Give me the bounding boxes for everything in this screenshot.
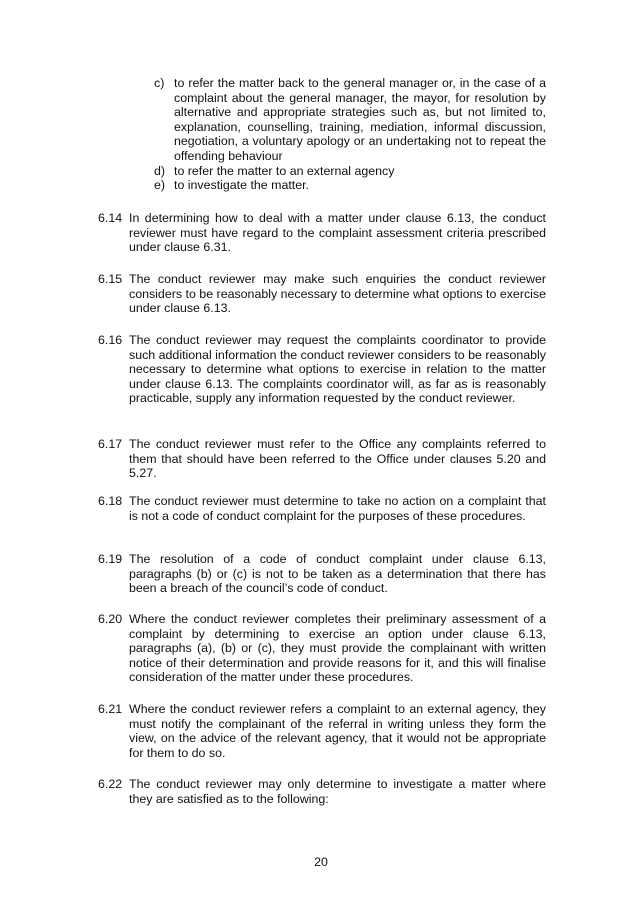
clause-6-16 — [98, 333, 546, 406]
sublist-item-text: to refer the matter to an external agency — [174, 163, 395, 178]
clause-6-19 — [98, 552, 546, 596]
clause-6-20 — [98, 612, 546, 685]
clause-6-21 — [98, 702, 546, 760]
page-number: 20 — [314, 855, 328, 869]
sublist-item-label: d) — [154, 163, 166, 178]
clause-6-14 — [98, 211, 546, 255]
sublist-item-text: to refer the matter back to the general manager or, in the case of a complaint about the general manager, the mayor, for resolution by alternative and appropriate strategies such as, but not limited to, explanation, counselling, training, mediation, informal discussion, negotiation, a voluntary apology or an undertaking not to repeat the offending behaviour — [174, 76, 546, 163]
clause-6-17 — [98, 437, 546, 481]
options-sublist — [154, 76, 546, 193]
clause-number: 6.14 — [98, 211, 123, 225]
clause-text: The conduct reviewer must determine to take no action on a complaint that is not a code of conduct complaint for the purposes of these procedures. — [129, 494, 546, 523]
clause-text: The conduct reviewer must refer to the Office any complaints referred to them that should have been referred to the Office under clauses 5.20 and 5.27. — [129, 437, 546, 481]
sublist-item-d — [154, 164, 546, 179]
sublist-item-text: to investigate the matter. — [174, 178, 309, 193]
clause-number: 6.18 — [98, 494, 123, 508]
clause-number: 6.17 — [98, 437, 123, 451]
clause-number: 6.16 — [98, 333, 123, 347]
clause-number: 6.22 — [98, 777, 123, 791]
clause-number: 6.15 — [98, 272, 123, 286]
clause-text: The conduct reviewer may only determine to investigate a matter where they are satisfied as to the following: — [129, 777, 546, 806]
sublist-item-c — [154, 76, 546, 164]
clause-6-22 — [98, 777, 546, 806]
clause-text: The conduct reviewer may make such enquiries the conduct reviewer considers to be reasonably necessary to determine what options to exercise under clause 6.13. — [129, 272, 546, 316]
clause-text: The conduct reviewer may request the complaints coordinator to provide such additional information the conduct reviewer considers to be reasonably necessary to determine what options to exercise in relation to the matter under clause 6.13. The complaints coordinator will, as far as is reasonably practicable, supply any information requested by the conduct reviewer. — [129, 333, 546, 406]
clause-text: Where the conduct reviewer refers a complaint to an external agency, they must notify the complainant of the referral in writing unless they form the view, on the advice of the relevant agency, that it would not be appropriate for them to do so. — [129, 702, 546, 760]
clause-6-18 — [98, 494, 546, 523]
clause-text: The resolution of a code of conduct complaint under clause 6.13, paragraphs (b) or (c) is not to be taken as a determination that there has been a breach of the council’s code of conduct. — [129, 552, 546, 596]
sublist-item-label: c) — [154, 76, 165, 90]
clause-text: Where the conduct reviewer completes their preliminary assessment of a complaint by determining to exercise an option under clause 6.13, paragraphs (a), (b) or (c), they must provide the complainant with written notice of their determination and provide reasons for it, and this will finalise consideration of the matter under these procedures. — [129, 612, 546, 685]
sublist-item-e — [154, 178, 546, 193]
sublist-item-label: e) — [154, 178, 166, 193]
clause-text: In determining how to deal with a matter under clause 6.13, the conduct reviewer must have regard to the complaint assessment criteria prescribed under clause 6.31. — [129, 211, 546, 255]
clause-6-15 — [98, 272, 546, 316]
clause-number: 6.19 — [98, 552, 123, 566]
clause-number: 6.20 — [98, 612, 123, 626]
clause-number: 6.21 — [98, 702, 123, 716]
